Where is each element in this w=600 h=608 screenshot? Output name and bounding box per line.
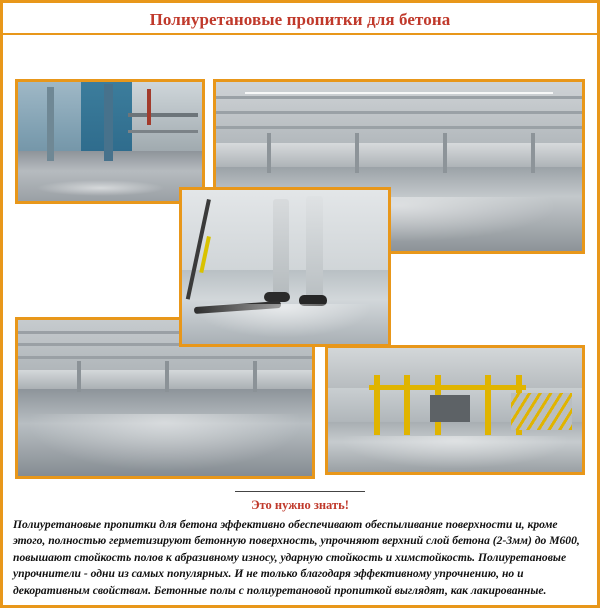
photo-industrial-corridor <box>15 79 205 204</box>
photo5-yellow-column-4 <box>485 375 491 435</box>
photo5-ceiling <box>328 348 582 390</box>
photo2-pillar-1 <box>267 133 271 174</box>
photo4-pillar-3 <box>253 361 257 392</box>
photo4-pillar-2 <box>165 361 169 392</box>
body-text: Полиуретановые пропитки для бетона эффективно обеспечивают обеспыливание поверхности и, кроме этого, полностью герметизируют бетонную поверхность, упрочняют верхний слой бетона (2-3мм) до М600, повышают стойкость полов к абразивному износу, ударную стойкость и химстойкость. Полиуретановые упрочнители - одни из самых популярных. И не только благодаря эффективному упрочнению, но и декоративным свойствам. Бетонные полы с полиуретановой пропиткой выглядят, как лакированные. <box>13 517 580 597</box>
photo2-beam-3 <box>216 126 582 129</box>
photo2-beam-1 <box>216 96 582 99</box>
photo2-light-strip <box>245 92 552 94</box>
footer-section <box>3 487 597 605</box>
footer-divider <box>235 491 365 492</box>
photo5-staircase <box>511 393 572 430</box>
photo2-pillar-2 <box>355 133 359 174</box>
photo5-machinery <box>430 395 471 422</box>
photo5-yellow-column-1 <box>374 375 380 435</box>
photo5-yellow-beam <box>369 385 526 390</box>
note-title: Это нужно знать! <box>251 497 349 512</box>
photo1-railing-1 <box>128 113 198 117</box>
photo5-yellow-column-2 <box>404 375 410 435</box>
photo-collage <box>3 35 597 465</box>
page-title: Полиуретановые пропитки для бетона <box>149 10 451 29</box>
photo3-floor-reflection <box>194 304 371 338</box>
photo2-pillar-3 <box>443 133 447 174</box>
photo1-floor-reflection <box>36 180 165 197</box>
photo-production-shop <box>325 345 585 475</box>
photo1-wall-right <box>132 82 202 153</box>
photo2-pillar-4 <box>531 133 535 174</box>
photo1-column-1 <box>47 87 54 161</box>
photo1-railing-2 <box>128 130 198 133</box>
photo5-floor-reflection <box>343 436 567 468</box>
photo2-beam-2 <box>216 111 582 114</box>
photo-worker-mopping <box>179 187 391 347</box>
photo4-pillar-1 <box>77 361 81 392</box>
photo4-beam-3 <box>18 356 312 359</box>
photo1-column-2 <box>104 84 113 160</box>
photo1-red-pipe <box>147 89 151 125</box>
photo4-floor-reflection <box>30 414 300 470</box>
photo3-leg-right <box>306 196 323 298</box>
photo3-leg-left <box>273 199 289 298</box>
